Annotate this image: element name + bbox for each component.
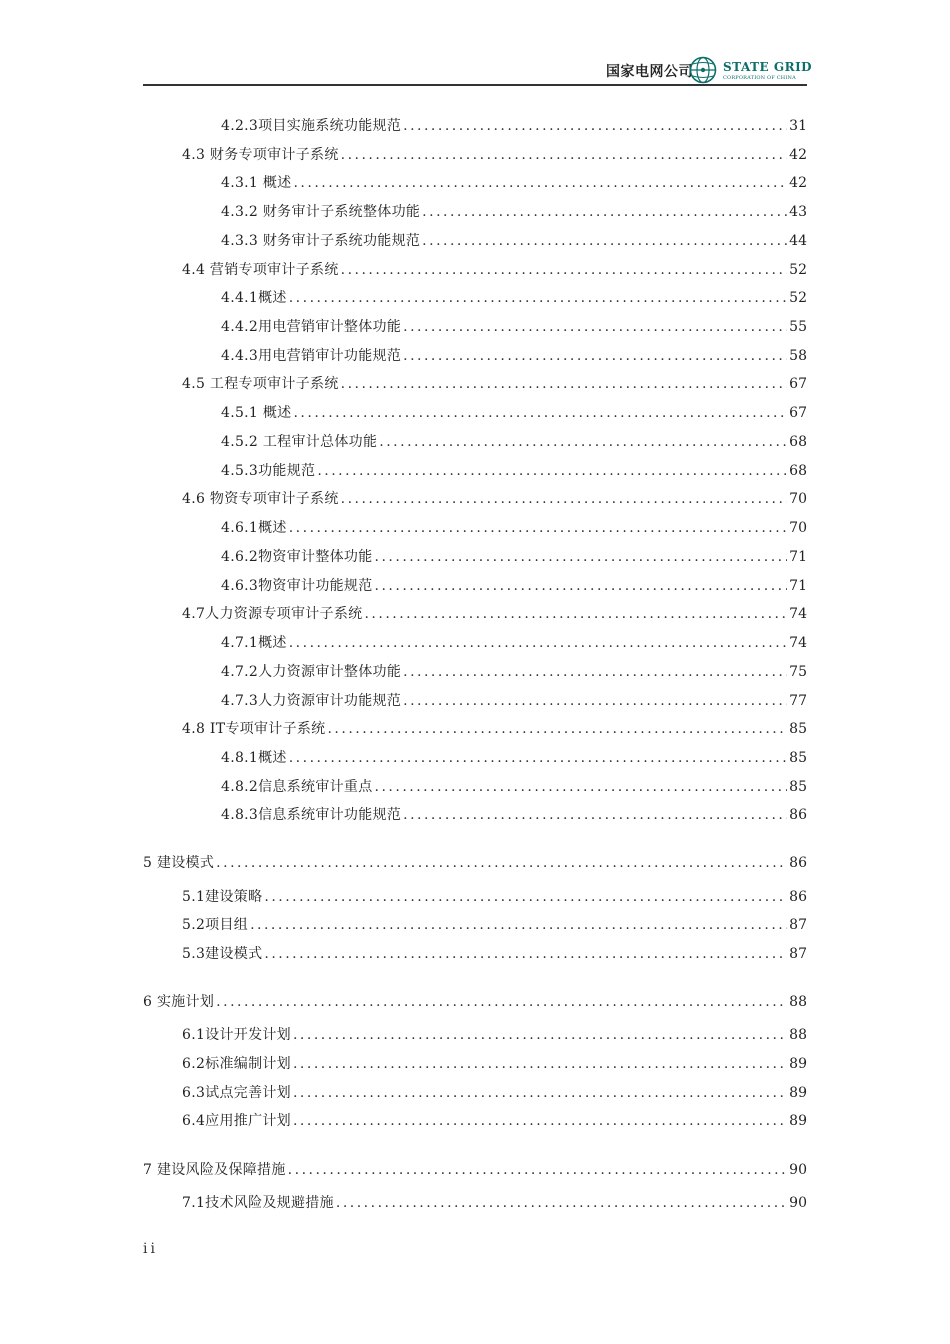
toc-leader-dots (317, 460, 787, 482)
toc-entry-page: 70 (789, 520, 807, 536)
toc-leader-dots (264, 943, 787, 965)
toc-entry-label: 4.6.2物资审计整体功能 (221, 549, 373, 565)
toc-entry-label: 4.7人力资源专项审计子系统 (182, 606, 363, 622)
toc-entry-page: 42 (789, 147, 807, 163)
toc-entry-page: 71 (789, 578, 807, 594)
toc-entry[interactable] (221, 316, 807, 338)
toc-entry[interactable] (221, 201, 807, 223)
toc-leader-dots (364, 603, 787, 625)
toc-leader-dots (293, 1082, 787, 1104)
toc-leader-dots (336, 1192, 787, 1214)
toc-leader-dots (264, 886, 787, 908)
company-name-en-main: STATE GRID (723, 60, 813, 74)
toc-entry[interactable] (221, 804, 807, 826)
toc-leader-dots (341, 373, 788, 395)
toc-entry-page: 90 (789, 1162, 807, 1178)
toc-leader-dots (403, 345, 787, 367)
toc-leader-dots (250, 914, 787, 936)
toc-entry-label: 4.3.1 概述 (221, 175, 292, 191)
toc-entry-page: 85 (789, 750, 807, 766)
toc-leader-dots (289, 632, 787, 654)
toc-entry-label: 4.4.3用电营销审计功能规范 (221, 348, 402, 364)
toc-entry-label: 4.4 营销专项审计子系统 (182, 262, 339, 278)
toc-entry-page: 70 (789, 491, 807, 507)
toc-chapter-entry[interactable] (143, 852, 807, 874)
toc-leader-dots (379, 431, 787, 453)
toc-entry-label: 4.5.2 工程审计总体功能 (221, 434, 378, 450)
toc-leader-dots (403, 690, 787, 712)
toc-entry[interactable] (221, 431, 807, 453)
toc-entry-label: 6.1设计开发计划 (182, 1027, 291, 1043)
toc-entry-page: 75 (789, 664, 807, 680)
toc-chapter-entry[interactable] (143, 991, 807, 1013)
company-name-en (723, 60, 812, 81)
toc-entry-page: 68 (789, 434, 807, 450)
toc-leader-dots (216, 991, 787, 1013)
toc-entry-page: 89 (789, 1113, 807, 1129)
toc-leader-dots (403, 661, 787, 683)
toc-entry[interactable] (221, 776, 807, 798)
toc-entry[interactable] (182, 373, 807, 395)
toc-entry-page: 68 (789, 463, 807, 479)
toc-leader-dots (341, 488, 788, 510)
toc-entry-page: 89 (789, 1056, 807, 1072)
toc-entry[interactable] (221, 575, 807, 597)
toc-entry-label: 4.5.3功能规范 (221, 463, 316, 479)
toc-entry-page: 87 (789, 917, 807, 933)
toc-leader-dots (403, 804, 787, 826)
toc-entry[interactable] (182, 1024, 807, 1046)
toc-entry-page: 74 (789, 606, 807, 622)
toc-entry[interactable] (182, 259, 807, 281)
toc-entry-label: 4.3.2 财务审计子系统整体功能 (221, 204, 421, 220)
toc-leader-dots (403, 115, 787, 137)
header-divider (143, 84, 807, 86)
toc-leader-dots (293, 1110, 787, 1132)
toc-entry[interactable] (221, 517, 807, 539)
toc-leader-dots (375, 776, 788, 798)
toc-entry-label: 4.7.1概述 (221, 635, 287, 651)
toc-entry-page: 86 (789, 807, 807, 823)
toc-entry[interactable] (221, 546, 807, 568)
toc-leader-dots (289, 287, 787, 309)
toc-entry-page: 77 (789, 693, 807, 709)
toc-leader-dots (288, 1159, 788, 1181)
toc-entry-page: 31 (789, 118, 807, 134)
toc-entry[interactable] (221, 230, 807, 252)
toc-entry-label: 4.3.3 财务审计子系统功能规范 (221, 233, 421, 249)
toc-entry-page: 67 (789, 376, 807, 392)
toc-entry-page: 58 (789, 348, 807, 364)
toc-leader-dots (341, 259, 788, 281)
toc-entry-label: 4.2.3项目实施系统功能规范 (221, 118, 402, 134)
footer-page-number: ii (143, 1241, 158, 1257)
toc-entry-page: 90 (789, 1195, 807, 1211)
state-grid-globe-icon (689, 56, 717, 84)
toc-entry[interactable] (221, 287, 807, 309)
toc-entry[interactable] (182, 943, 807, 965)
toc-entry-page: 86 (789, 855, 807, 871)
toc-entry-label: 4.5.1 概述 (221, 405, 292, 421)
toc-entry-label: 7 建设风险及保障措施 (143, 1162, 286, 1178)
toc-entry[interactable] (182, 886, 807, 908)
toc-leader-dots (375, 575, 788, 597)
toc-entry[interactable] (221, 172, 807, 194)
toc-leader-dots (293, 1053, 787, 1075)
toc-entry-label: 4.6 物资专项审计子系统 (182, 491, 339, 507)
toc-entry[interactable] (182, 718, 807, 740)
toc-entry-page: 85 (789, 779, 807, 795)
toc-entry-page: 43 (789, 204, 807, 220)
toc-entry-page: 88 (789, 994, 807, 1010)
toc-entry[interactable] (182, 144, 807, 166)
toc-entry-label: 4.8.1概述 (221, 750, 287, 766)
toc-leader-dots (422, 201, 787, 223)
toc-leader-dots (375, 546, 788, 568)
toc-entry[interactable] (182, 1082, 807, 1104)
toc-leader-dots (289, 517, 787, 539)
toc-entry-page: 86 (789, 889, 807, 905)
toc-entry-label: 6.4应用推广计划 (182, 1113, 291, 1129)
toc-entry-page: 67 (789, 405, 807, 421)
toc-entry[interactable] (221, 460, 807, 482)
page-header (0, 0, 950, 90)
toc-entry-label: 4.4.1概述 (221, 290, 287, 306)
toc-entry-page: 89 (789, 1085, 807, 1101)
toc-entry[interactable] (182, 1053, 807, 1075)
toc-entry-label: 5.2项目组 (182, 917, 249, 933)
toc-entry[interactable] (182, 1110, 807, 1132)
toc-entry[interactable] (221, 402, 807, 424)
toc-entry-label: 4.5 工程专项审计子系统 (182, 376, 339, 392)
toc-entry[interactable] (221, 345, 807, 367)
toc-entry[interactable] (182, 1192, 807, 1214)
toc-entry-label: 4.4.2用电营销审计整体功能 (221, 319, 402, 335)
company-name-cn: 国家电网公司 (606, 64, 693, 80)
toc-entry[interactable] (182, 488, 807, 510)
toc-entry-label: 5.1建设策略 (182, 889, 263, 905)
toc-entry[interactable] (182, 603, 807, 625)
toc-leader-dots (341, 144, 788, 166)
toc-entry-label: 4.7.2人力资源审计整体功能 (221, 664, 402, 680)
toc-entry-label: 6.3试点完善计划 (182, 1085, 291, 1101)
toc-entry-label: 5.3建设模式 (182, 946, 263, 962)
toc-leader-dots (403, 316, 787, 338)
toc-entry-page: 74 (789, 635, 807, 651)
toc-entry-page: 88 (789, 1027, 807, 1043)
toc-entry[interactable] (221, 115, 807, 137)
toc-entry-label: 6 实施计划 (143, 994, 215, 1010)
toc-entry-label: 7.1技术风险及规避措施 (182, 1195, 334, 1211)
toc-entry-label: 6.2标准编制计划 (182, 1056, 291, 1072)
toc-leader-dots (289, 747, 787, 769)
toc-leader-dots (422, 230, 787, 252)
toc-leader-dots (293, 402, 787, 424)
toc-entry[interactable] (221, 747, 807, 769)
toc-entry[interactable] (221, 690, 807, 712)
toc-entry-label: 4.8.2信息系统审计重点 (221, 779, 373, 795)
toc-entry-label: 4.3 财务专项审计子系统 (182, 147, 339, 163)
toc-entry[interactable] (221, 661, 807, 683)
toc-entry-label: 4.8.3信息系统审计功能规范 (221, 807, 402, 823)
toc-leader-dots (327, 718, 787, 740)
toc-entry-page: 42 (789, 175, 807, 191)
toc-entry-label: 4.7.3人力资源审计功能规范 (221, 693, 402, 709)
toc-leader-dots (216, 852, 787, 874)
toc-entry[interactable] (182, 914, 807, 936)
company-name-en-sub: CORPORATION OF CHINA (723, 75, 796, 81)
toc-entry-label: 5 建设模式 (143, 855, 215, 871)
toc-entry-page: 52 (789, 262, 807, 278)
toc-entry-page: 85 (789, 721, 807, 737)
toc-entry-page: 87 (789, 946, 807, 962)
toc-leader-dots (293, 1024, 787, 1046)
toc-entry-label: 4.6.1概述 (221, 520, 287, 536)
toc-entry-label: 4.6.3物资审计功能规范 (221, 578, 373, 594)
toc-entry[interactable] (221, 632, 807, 654)
toc-entry-label: 4.8 IT专项审计子系统 (182, 721, 326, 737)
toc-entry-page: 55 (789, 319, 807, 335)
toc-chapter-entry[interactable] (143, 1159, 807, 1181)
toc-entry-page: 71 (789, 549, 807, 565)
toc-leader-dots (293, 172, 787, 194)
toc-entry-page: 44 (789, 233, 807, 249)
toc-entry-page: 52 (789, 290, 807, 306)
